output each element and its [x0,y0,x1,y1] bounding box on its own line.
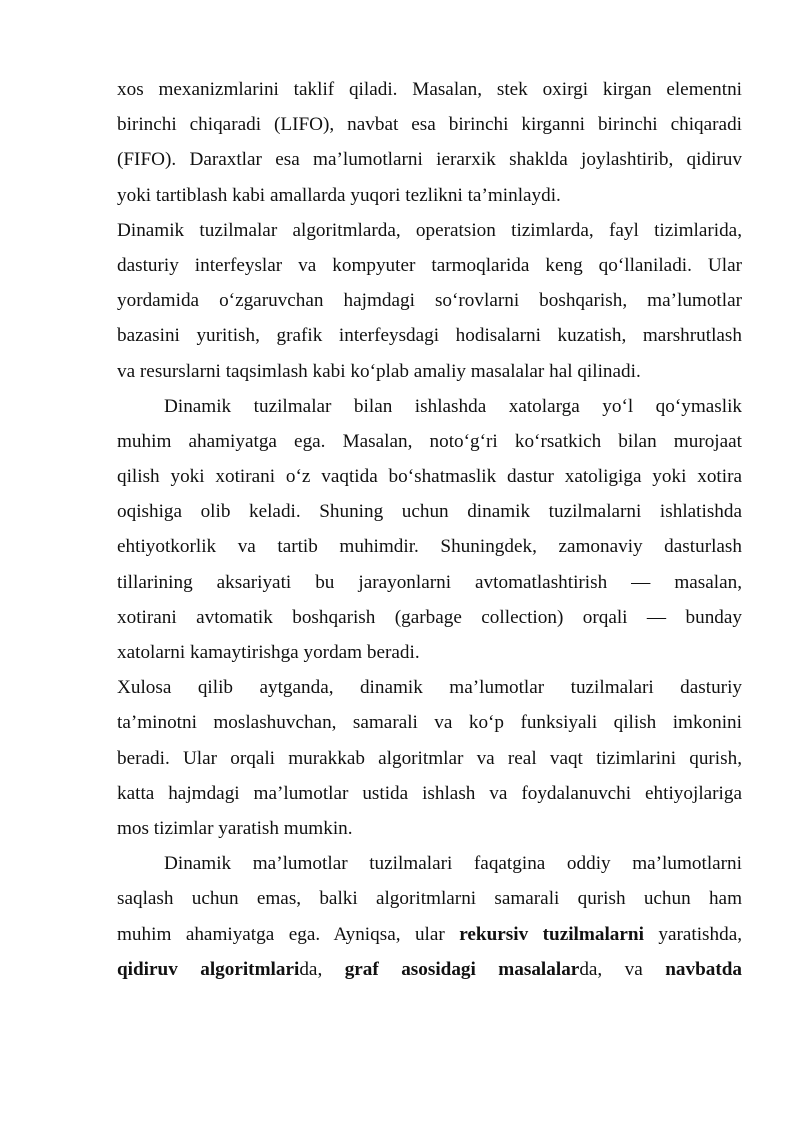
text-line: Xulosa qilib aytganda, dinamik ma’lumotlar tuzilmalari dasturiy [117,677,742,699]
body-text-emphasis [117,917,742,987]
text-line: yoki tartiblash kabi amallarda yuqori tezlikni ta’minlaydi. [117,184,561,206]
bold-term: graf asosidagi masalalar [344,958,580,980]
text-line: Dinamik tuzilmalar algoritmlarda, operatsion tizimlarda, fayl tizimlarida, [117,219,742,241]
text-segment: da, [299,958,345,980]
text-line: va resurslarni taqsimlash kabi ko‘plab amaliy masalalar hal qilinadi. [117,360,641,382]
text-line: qilish yoki xotirani o‘z vaqtida bo‘shatmaslik dastur xatoligiga yoki xotira [117,466,742,488]
text-line: ehtiyotkorlik va tartib muhimdir. Shuningdek, zamonaviy dasturlash [117,536,742,558]
document-page [117,72,742,987]
text-line: xatolarni kamaytirishga yordam beradi. [117,642,420,663]
text-line: ta’minotni moslashuvchan, samarali va ko‘p funksiyali qilish imkonini [117,712,742,734]
text-line: birinchi chiqaradi (LIFO), navbat esa birinchi kirganni birinchi chiqaradi [117,114,742,136]
text-segment: yaratishda, [643,923,743,945]
body-text [117,72,742,917]
text-line: yordamida o‘zgaruvchan hajmdagi so‘rovlarni boshqarish, ma’lumotlar [117,290,742,312]
bold-term: navbatda [665,958,742,980]
bold-term: qidiruv algoritmlari [117,958,300,980]
text-line: muhim ahamiyatga ega. Masalan, noto‘g‘ri ko‘rsatkich bilan murojaat [117,430,742,452]
bold-term: rekursiv tuzilmalarni [459,923,644,945]
text-line [117,917,742,952]
text-line: beradi. Ular orqali murakkab algoritmlar va real vaqt tizimlarini qurish, [117,747,742,769]
text-line: katta hajmdagi ma’lumotlar ustida ishlash va foydalanuvchi ehtiyojlariga [117,782,742,804]
text-line: (FIFO). Daraxtlar esa ma’lumotlarni ierarxik shaklda joylashtirib, qidiruv [117,149,742,171]
text-line: saqlash uchun emas, balki algoritmlarni samarali qurish uchun ham [117,888,742,910]
text-line: Dinamik tuzilmalar bilan ishlashda xatolarga yo‘l qo‘ymaslik [164,395,742,417]
text-line: xotirani avtomatik boshqarish (garbage collection) orqali — bunday [117,606,742,628]
text-segment: da, va [579,958,666,980]
text-line [117,952,742,987]
text-line: Dinamik ma’lumotlar tuzilmalari faqatgina oddiy ma’lumotlarni [164,853,742,875]
text-line: dasturiy interfeyslar va kompyuter tarmoqlarida keng qo‘llaniladi. Ular [117,254,742,276]
text-line: tillarining aksariyati bu jarayonlarni avtomatlashtirish — masalan, [117,571,742,593]
text-line: mos tizimlar yaratish mumkin. [117,817,353,839]
text-line: bazasini yuritish, grafik interfeysdagi hodisalarni kuzatish, marshrutlash [117,325,742,347]
text-line: oqishiga olib keladi. Shuning uchun dinamik tuzilmalarni ishlatishda [117,501,742,523]
text-line: xos mexanizmlarini taklif qiladi. Masalan, stek oxirgi kirgan elementni [117,79,742,100]
text-segment: muhim ahamiyatga ega. Ayniqsa, ular [117,923,460,945]
